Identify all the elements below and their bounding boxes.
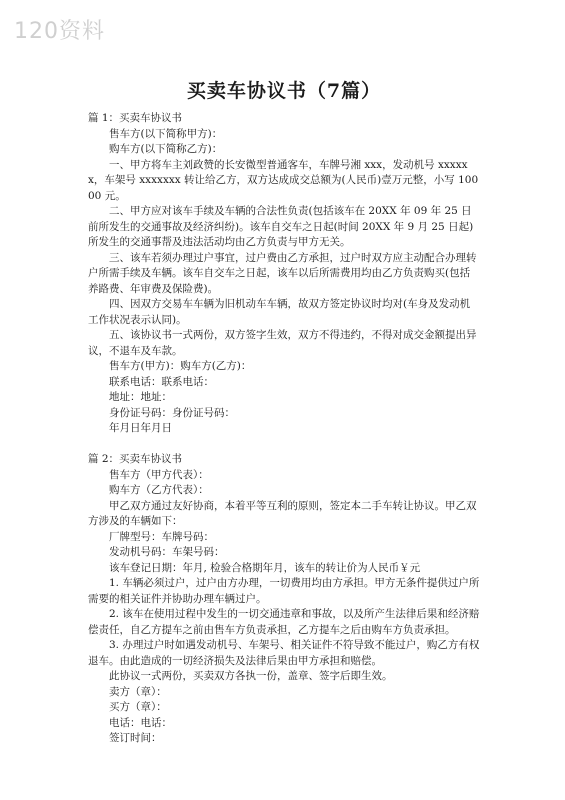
signature-line: 买方（章）： (109, 701, 167, 713)
clause-paragraph: 二、甲方应对该车手续及车辆的合法性负责(包括该车在 20XX 年 09 年 25 日前所发生的交通事故及经济纠纷)。该车自交车之日起(时间 20XX 年 9 月 25 日起)所发生的交通事帮及违法活动均由乙方负责与甲方无关。 (88, 205, 474, 248)
clause-paragraph: 五、该协议书一式两份，双方签字生效，双方不得违约，不得对成交金额提出异议，不退车及车款。 (88, 329, 477, 357)
seller-label: 售车方(以下简称甲方)： (109, 127, 223, 140)
vehicle-field: 该车登记日期：年月, 检验合格期年月，该车的转让价为人民币￥元 (109, 561, 421, 574)
signature-line: 电话：电话： (109, 716, 172, 729)
signature-line: 售车方(甲方)：购车方(乙方)： (109, 360, 252, 372)
document-body (88, 76, 480, 747)
section-spacer (88, 437, 480, 453)
clause-paragraph: 一、甲方将车主刘政赞的长安微型普通客车，车牌号湘 xxx，发动机号 xxxxxx，车架号 xxxxxxx 转让给乙方，双方达成成交总额为(人民币)壹万元整，小写 10000 元。 (88, 158, 479, 202)
clause-paragraph: 2. 该车在使用过程中发生的一切交通违章和事故，以及所产生法律后果和经济赔偿责任，自乙方提车之前由售车方负责承担，乙方提车之后由购车方负责承担。 (88, 608, 480, 636)
signature-line: 地址：地址： (109, 391, 172, 403)
signature-line: 身份证号码：身份证号码： (109, 406, 235, 419)
seller-label: 售车方（甲方代表）： (109, 468, 209, 481)
signature-line: 年月日年月日 (109, 422, 172, 434)
watermark: 120资料 (14, 19, 105, 44)
vehicle-field: 发动机号码：车架号码： (109, 546, 225, 558)
document-title: 买卖车协议书（7篇） (186, 80, 382, 102)
buyer-label: 购车方（乙方代表）： (109, 484, 209, 496)
clause-paragraph: 三、该车若须办理过户事宜，过户费由乙方承担，过户时双方应主动配合办理转户所需手续及车辆。该车自交车之日起，该车以后所需费用均由乙方负责购买(包括养路费、年审费及保险费)。 (88, 251, 477, 295)
section-heading: 篇 2：买卖车协议书 (88, 453, 183, 465)
buyer-label: 购车方(以下简称乙方)： (109, 143, 223, 155)
signature-line: 联系电话：联系电话： (109, 375, 214, 388)
clause-paragraph: 此协议一式两份，买卖双方各执一份，盖章、签字后即生效。 (109, 670, 393, 682)
clause-paragraph: 3. 办理过户时如遇发动机号、车架号、相关证件不符导致不能过户，购乙方有权退车。由此造成的一切经济损失及法律后果由甲方承担和赔偿。 (88, 639, 480, 667)
clause-paragraph: 甲乙双方通过友好协商，本着平等互利的原则，签定本二手车转让协议。甲乙双方涉及的车辆如下： (88, 499, 477, 527)
vehicle-field: 厂牌型号：车牌号码： (109, 530, 214, 543)
signature-line: 签订时间： (109, 732, 162, 744)
clause-paragraph: 1. 车辆必须过户，过户由方办理，一切费用均由方承担。甲方无条件提供过户所需要的相关证件并协助办理车辆过户。 (88, 577, 480, 605)
section-heading: 篇 1：买卖车协议书 (88, 112, 183, 124)
clause-paragraph: 四、因双方交易车车辆为旧机动车车辆，故双方签定协议时均对(车身及发动机工作状况表示认同)。 (88, 298, 471, 326)
signature-line: 卖方（章）： (109, 685, 167, 698)
